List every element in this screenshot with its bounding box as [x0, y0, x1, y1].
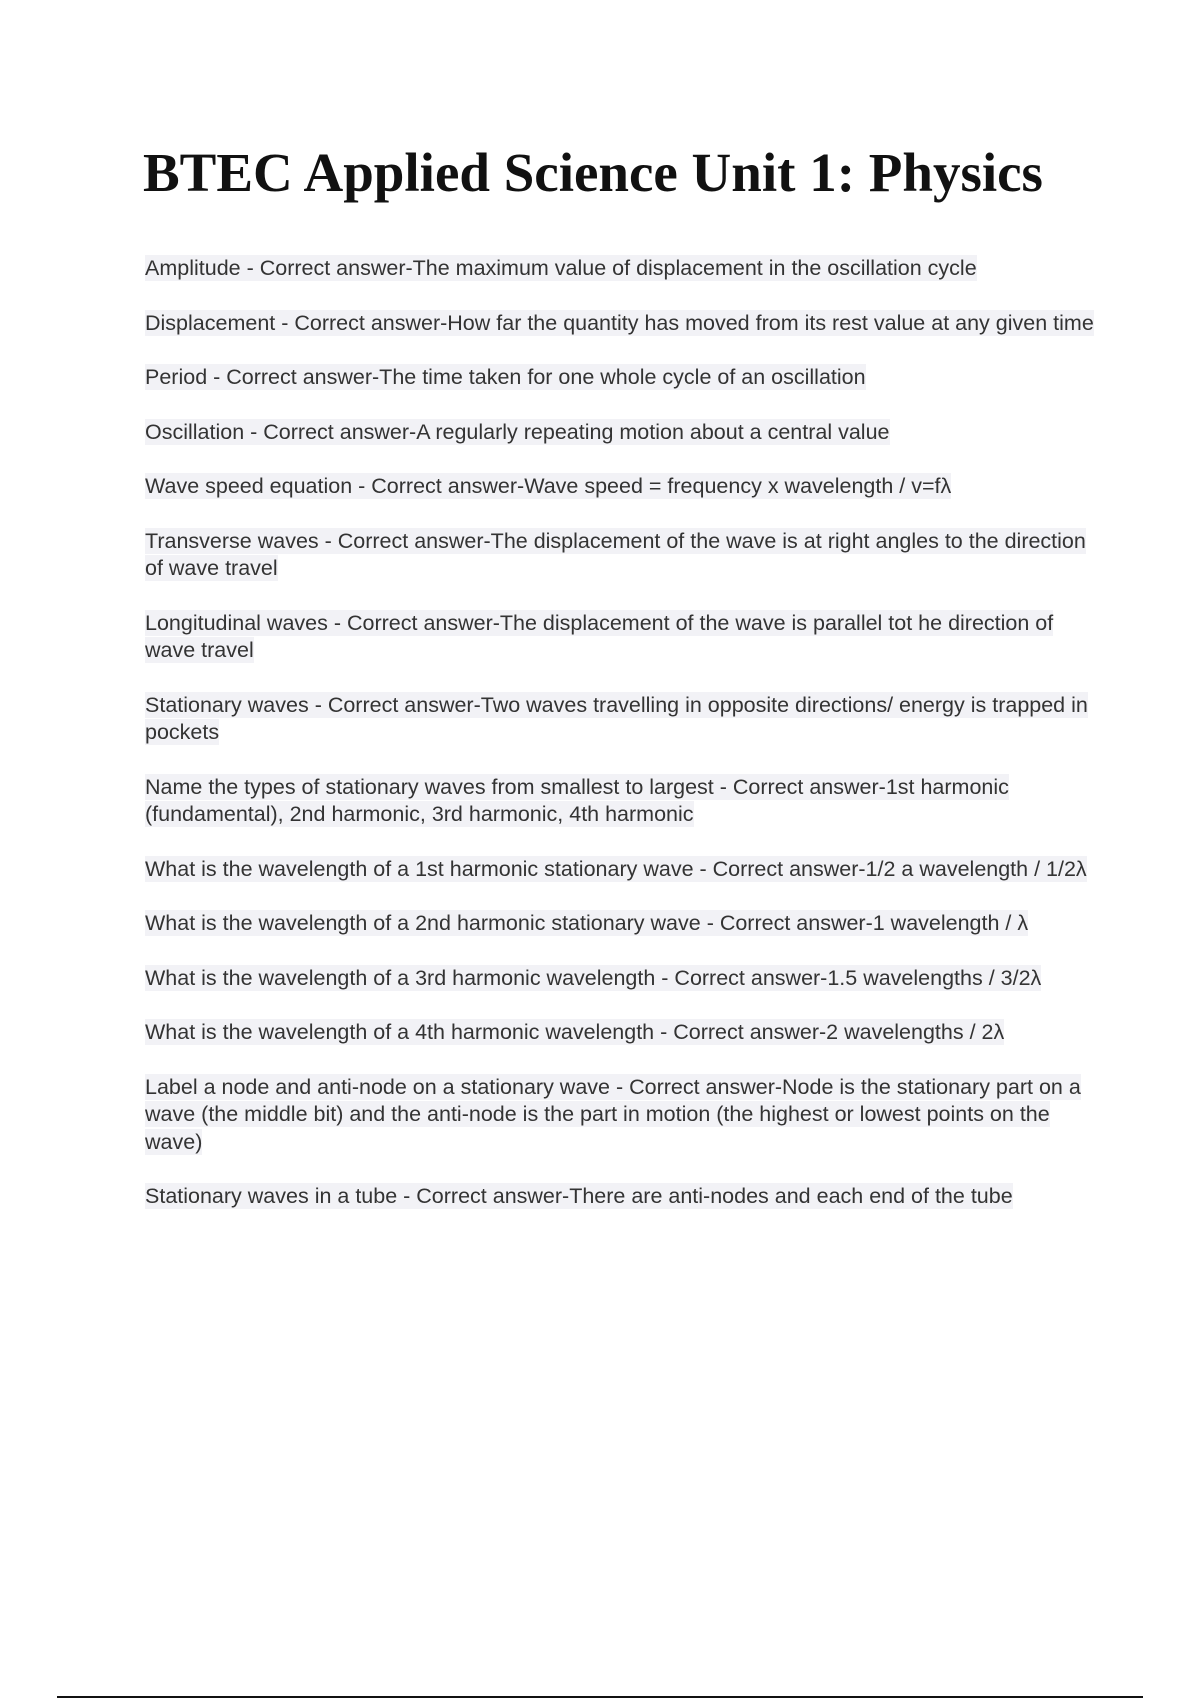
list-item [145, 364, 1095, 392]
qa-text: Stationary waves in a tube - Correct answer-There are anti-nodes and each end of the tube [145, 1184, 1013, 1208]
qa-text: Period - Correct answer-The time taken for one whole cycle of an oscillation [145, 365, 866, 389]
list-item [145, 255, 1095, 283]
list-item [145, 910, 1095, 938]
list-item [145, 774, 1095, 829]
qa-text: Displacement - Correct answer-How far the quantity has moved from its rest value at any given time [145, 310, 1094, 335]
list-item [145, 610, 1095, 665]
list-item [145, 692, 1095, 747]
qa-text: Stationary waves - Correct answer-Two waves travelling in opposite directions/ energy is trapped in pockets [145, 692, 1088, 744]
list-item [145, 965, 1095, 993]
qa-text: What is the wavelength of a 3rd harmonic wavelength - Correct answer-1.5 wavelengths / 3/2λ [145, 965, 1042, 990]
list-item [145, 1074, 1095, 1157]
list-item [145, 528, 1095, 583]
list-item [145, 473, 1095, 501]
footer-divider [57, 1696, 1143, 1698]
list-item [145, 1183, 1095, 1211]
qa-list [145, 255, 1095, 1238]
list-item [145, 419, 1095, 447]
qa-text: Wave speed equation - Correct answer-Wave speed = frequency x wavelength / v=fλ [145, 474, 952, 498]
qa-text: What is the wavelength of a 1st harmonic stationary wave - Correct answer-1/2 a wavelength / 1/2λ [145, 856, 1087, 881]
list-item [145, 1019, 1095, 1047]
qa-text: Amplitude - Correct answer-The maximum value of displacement in the oscillation cycle [145, 256, 977, 280]
list-item [145, 856, 1095, 884]
page-title: BTEC Applied Science Unit 1: Physics [143, 142, 1043, 203]
qa-text: Name the types of stationary waves from smallest to largest - Correct answer-1st harmonic (fundamental), 2nd harmonic, 3rd harmonic, 4th harmonic [145, 774, 1009, 826]
qa-text: What is the wavelength of a 2nd harmonic stationary wave - Correct answer-1 wavelength / λ [145, 911, 1029, 935]
list-item [145, 310, 1095, 338]
qa-text: What is the wavelength of a 4th harmonic wavelength - Correct answer-2 wavelengths / 2λ [145, 1020, 1005, 1044]
qa-text: Longitudinal waves - Correct answer-The displacement of the wave is parallel tot he direction of wave travel [145, 610, 1054, 662]
qa-text: Transverse waves - Correct answer-The displacement of the wave is at right angles to the direction of wave travel [145, 528, 1086, 580]
qa-text: Label a node and anti-node on a stationary wave - Correct answer-Node is the stationary part on a wave (the middle bit) and the anti-node is the part in motion (the highest or lowest points on the wave) [145, 1074, 1081, 1154]
qa-text: Oscillation - Correct answer-A regularly repeating motion about a central value [145, 419, 890, 444]
